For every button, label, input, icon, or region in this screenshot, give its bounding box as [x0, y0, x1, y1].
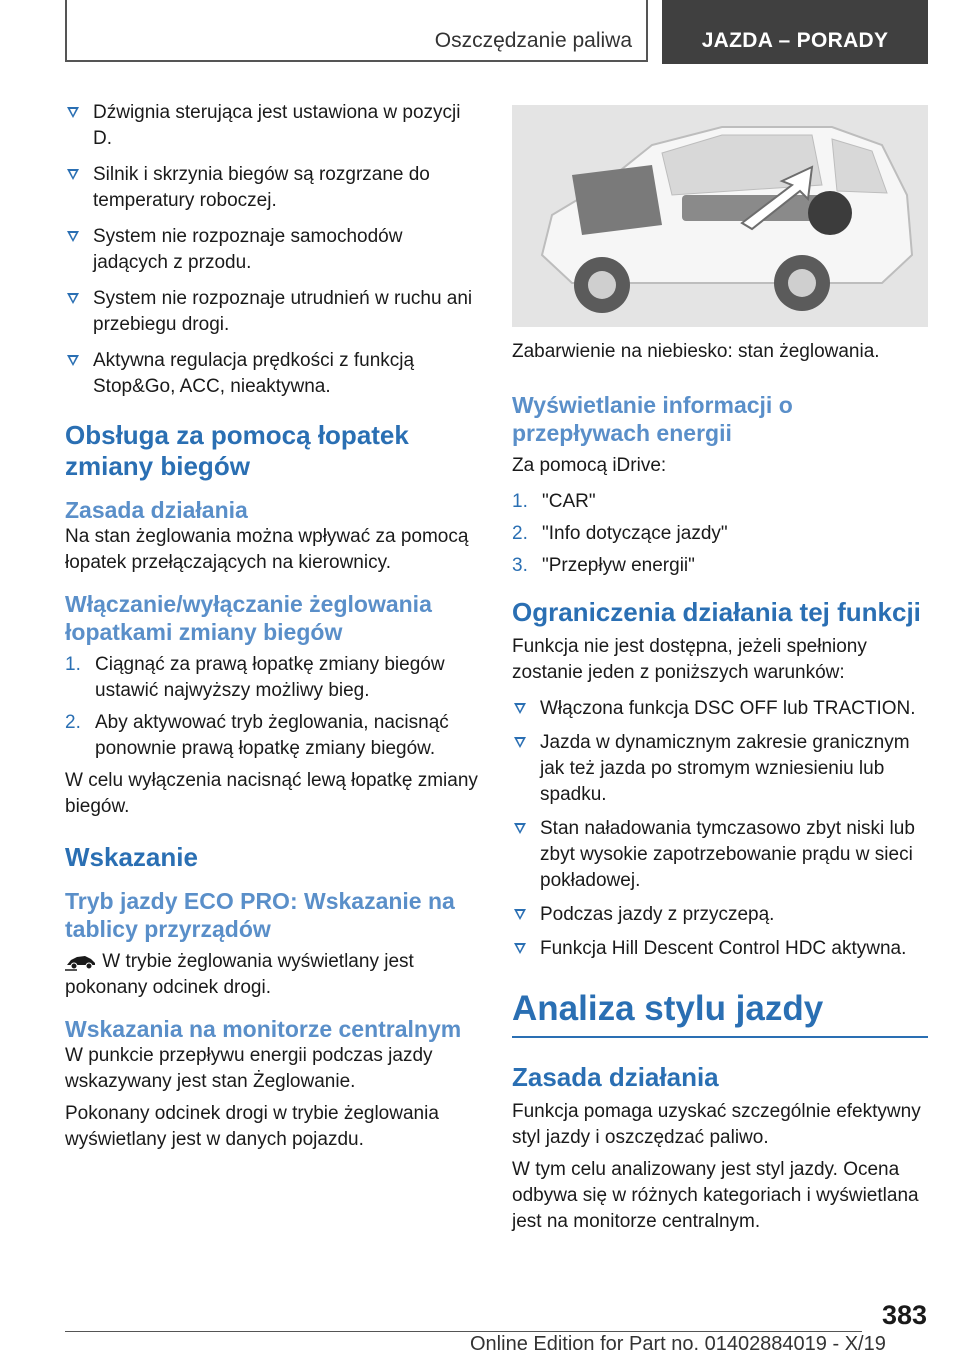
list-item: System nie rozpoznaje samochodów jadących z przodu. [65, 224, 480, 276]
list-item: Funkcja Hill Descent Control HDC aktywna. [512, 936, 928, 962]
car-drivetrain-illustration [512, 105, 928, 327]
list-item: Stan naładowania tymczasowo zbyt niski lub zbyt wysokie zapotrzebowanie prądu w sieci pokładowej. [512, 816, 928, 894]
list-item: Silnik i skrzynia biegów są rozgrzane do temperatury roboczej. [65, 162, 480, 214]
left-column [65, 100, 480, 1153]
idrive-steps [512, 489, 928, 579]
monitor-text-2: Pokonany odcinek drogi w trybie żeglowania wyświetlany jest w danych pojazdu. [65, 1103, 439, 1150]
list-item: 2. "Info dotyczące jazdy" [512, 523, 728, 544]
eco-text: W trybie żeglowania wyświetlany jest pokonany odcinek drogi. [65, 951, 414, 998]
limits-text: Funkcja nie jest dostępna, jeżeli spełniony zostanie jeden z poniższych warunków: [512, 636, 867, 683]
figure-caption: Zabarwienie na niebiesko: stan żeglowania. [512, 341, 880, 362]
heading-monitor: Wskazania na monitorze centralnym [65, 1016, 462, 1042]
page-number: 383 [881, 1300, 927, 1330]
page-header [65, 0, 928, 64]
triangle-bullet-icon [514, 703, 526, 714]
section-rule [512, 1036, 928, 1038]
conditions-list [65, 100, 480, 400]
heading-principle-2: Zasada działania [512, 1062, 719, 1092]
heading-energy: Wyświetlanie informacji o przepływach energii [512, 392, 793, 446]
list-item: Aktywna regulacja prędkości z funkcją Stop&Go, ACC, nieaktywna. [65, 348, 480, 400]
list-item: Podczas jazdy z przyczepą. [512, 902, 928, 928]
triangle-bullet-icon [514, 823, 526, 834]
triangle-bullet-icon [67, 355, 79, 366]
list-item: 1. "CAR" [512, 491, 596, 512]
chapter-tab: JAZDA – PORADY [662, 0, 928, 64]
list-item: 2. Aby aktywować tryb żeglowania, nacisnąć ponownie prawą łopatkę zmiany biegów. [65, 712, 449, 759]
list-item: Włączona funkcja DSC OFF lub TRACTION. [512, 696, 928, 722]
heading-analysis: Analiza stylu jazdy [512, 989, 824, 1028]
triangle-bullet-icon [514, 943, 526, 954]
idrive-text: Za pomocą iDrive: [512, 455, 667, 476]
list-item: Jazda w dynamicznym zakresie granicznym jak też jazda po stromym wzniesieniu lub spadku. [512, 730, 928, 808]
triangle-bullet-icon [67, 107, 79, 118]
triangle-bullet-icon [67, 231, 79, 242]
coasting-car-icon [65, 951, 97, 971]
toggle-steps [65, 652, 480, 762]
analysis-text-1: Funkcja pomaga uzyskać szczególnie efektywny styl jazdy i oszczędzać paliwo. [512, 1101, 921, 1148]
triangle-bullet-icon [514, 737, 526, 748]
car-icon [512, 105, 928, 327]
list-item: System nie rozpoznaje utrudnień w ruchu ani przebiegu drogi. [65, 286, 480, 338]
principle-text: Na stan żeglowania można wpływać za pomocą łopatek przełączających na kierownicy. [65, 526, 469, 573]
list-item: 3. "Przepływ energii" [512, 555, 695, 576]
right-column [512, 105, 928, 1235]
heading-principle: Zasada działania [65, 497, 248, 523]
heading-eco: Tryb jazdy ECO PRO: Wskazanie na tablicy przyrządów [65, 888, 455, 942]
heading-toggle: Włączanie/wyłączanie żeglowania łopatkami zmiany biegów [65, 591, 432, 645]
limits-list [512, 696, 928, 962]
footer-rule [65, 1331, 862, 1332]
off-text: W celu wyłączenia nacisnąć lewą łopatkę zmiany biegów. [65, 770, 478, 817]
monitor-text-1: W punkcie przepływu energii podczas jazdy wskazywany jest stan Żeglowanie. [65, 1045, 433, 1092]
triangle-bullet-icon [67, 293, 79, 304]
heading-paddles: Obsługa za pomocą łopatek zmiany biegów [65, 420, 409, 481]
heading-limits: Ograniczenia działania tej funkcji [512, 597, 921, 627]
list-item: 1. Ciągnąć za prawą łopatkę zmiany biegów ustawić najwyższy możliwy bieg. [65, 654, 445, 701]
list-item: Dźwignia sterująca jest ustawiona w pozycji D. [65, 100, 480, 152]
section-title: Oszczędzanie paliwa [434, 29, 632, 52]
analysis-text-2: W tym celu analizowany jest styl jazdy. Ocena odbywa się w różnych kategoriach i wyświetlana jest na monitorze centralnym. [512, 1159, 919, 1232]
heading-display: Wskazanie [65, 842, 198, 872]
header-frame [65, 0, 648, 62]
triangle-bullet-icon [67, 169, 79, 180]
triangle-bullet-icon [514, 909, 526, 920]
footer-edition: Online Edition for Part no. 01402884019 - X/19 [470, 1333, 886, 1355]
